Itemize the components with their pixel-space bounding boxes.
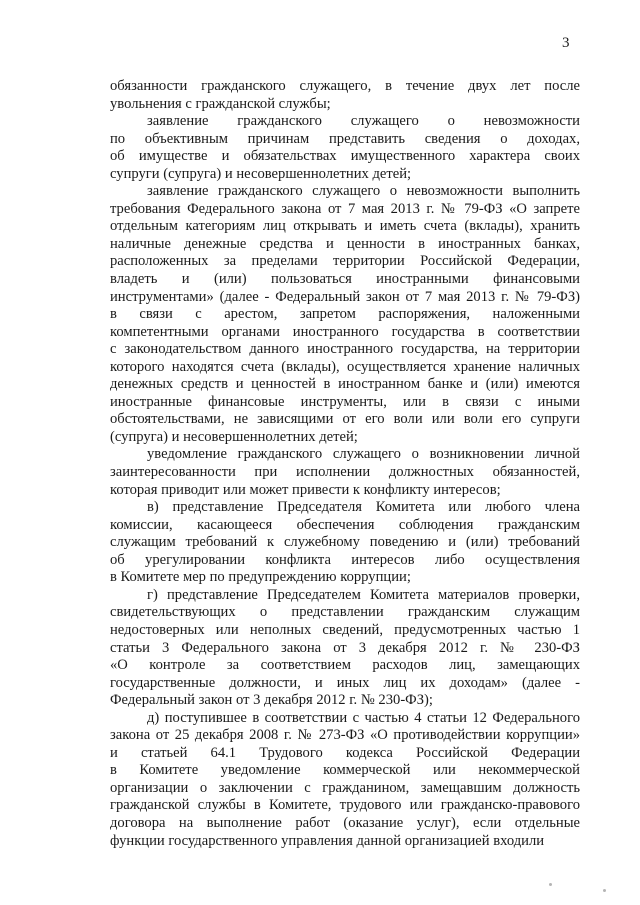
text-line: об имуществе и обязательствах имущественного характера своих xyxy=(110,148,580,165)
scan-dot-mark xyxy=(549,883,552,886)
text-line: Федеральный закон от 3 декабря 2012 г. № 230-ФЗ); xyxy=(110,692,433,709)
text-line: д) поступившее в соответствии с частью 4 статьи 12 Федерального xyxy=(147,709,580,726)
text-line: заявление гражданского служащего о невозможности xyxy=(147,113,580,130)
text-line: в связи с арестом, запретом распоряжения, наложенными xyxy=(110,306,580,323)
text-line: организации о заключении с гражданином, замещавшим должность xyxy=(110,779,580,796)
text-line: заявление гражданского служащего о невозможности выполнить xyxy=(147,183,580,200)
text-line: уведомление гражданского служащего о возникновении личной xyxy=(147,446,580,463)
text-line: гражданской службы в Комитете, трудового или гражданско-правового xyxy=(110,797,580,814)
text-line: которого находятся счета (вклады), осуществляется хранение наличных xyxy=(110,358,580,375)
paragraph xyxy=(110,113,580,183)
text-line: и статьей 64.1 Трудового кодекса Российской Федерации xyxy=(110,744,580,761)
text-line: обязанности гражданского служащего, в течение двух лет после xyxy=(110,78,580,94)
text-line: супруги (супруга) и несовершеннолетних детей; xyxy=(110,165,412,182)
text-line: владеть и (или) пользоваться иностранными финансовыми xyxy=(110,271,580,288)
text-line: инструментами» (далее - Федеральный закон от 7 мая 2013 г. № 79-ФЗ) xyxy=(110,288,580,305)
text-line: комиссии, касающееся обеспечения соблюдения гражданским xyxy=(110,516,580,533)
text-line: с законодательством данного иностранного государства, на территории xyxy=(110,341,580,358)
document-body xyxy=(110,78,580,850)
text-line: государственные должности, и иных лиц их доходам» (далее - xyxy=(110,674,580,691)
text-line: увольнения с гражданской службы; xyxy=(110,95,331,112)
paragraph xyxy=(110,446,580,499)
text-line: требования Федерального закона от 7 мая 2013 г. № 79-ФЗ «О запрете xyxy=(110,200,580,217)
paragraph xyxy=(110,587,580,710)
text-line: статьи 3 Федерального закона от 3 декабря 2012 г. № 230-ФЗ xyxy=(110,639,580,656)
text-line: обстоятельствами, не зависящими от его воли или воли его супруги xyxy=(110,411,580,428)
text-line: отдельным категориям лиц открывать и иметь счета (вклады), хранить xyxy=(110,218,580,235)
text-line: расположенных за пределами территории Российской Федерации, xyxy=(110,253,580,270)
paragraph xyxy=(110,78,580,113)
text-line: служащим требований к служебному поведению и (или) требований xyxy=(110,534,580,551)
text-line: г) представление Председателем Комитета материалов проверки, xyxy=(147,586,580,603)
text-line: «О контроле за соответствием расходов лиц, замещающих xyxy=(110,657,580,674)
page-number: 3 xyxy=(562,35,570,51)
text-line: которая приводит или может привести к конфликту интересов; xyxy=(110,481,501,498)
text-line: наличные денежные средства и ценности в иностранных банках, xyxy=(110,235,580,252)
text-line: свидетельствующих о представлении гражданским служащим xyxy=(110,604,580,621)
text-line: (супруга) и несовершеннолетних детей; xyxy=(110,428,358,445)
text-line: договора на выполнение работ (оказание услуг), если отдельные xyxy=(110,814,580,831)
text-line: об урегулировании конфликта интересов либо осуществления xyxy=(110,551,580,568)
text-line: недостоверных или неполных сведений, предусмотренных частью 1 xyxy=(110,621,580,638)
text-line: заинтересованности при исполнении должностных обязанностей, xyxy=(110,464,580,481)
text-line: в Комитете мер по предупреждению коррупции; xyxy=(110,569,411,586)
text-line: в) представление Председателя Комитета или любого члена xyxy=(147,499,580,516)
scan-dot-mark xyxy=(603,889,606,892)
text-line: в Комитете уведомление коммерческой или некоммерческой xyxy=(110,762,580,779)
paragraph xyxy=(110,710,580,850)
text-line: функции государственного управления данной организацией входили xyxy=(110,832,545,849)
text-line: закона от 25 декабря 2008 г. № 273-ФЗ «О противодействии коррупции» xyxy=(110,727,580,744)
text-line: по объективным причинам представить сведения о доходах, xyxy=(110,130,580,147)
text-line: иностранные финансовые инструменты, или в связи с иными xyxy=(110,393,580,410)
text-line: денежных средств и ценностей в иностранном банке и (или) имеются xyxy=(110,376,580,393)
paragraph xyxy=(110,183,580,446)
paragraph xyxy=(110,499,580,587)
text-line: компетентными органами иностранного государства в соответствии xyxy=(110,323,580,340)
